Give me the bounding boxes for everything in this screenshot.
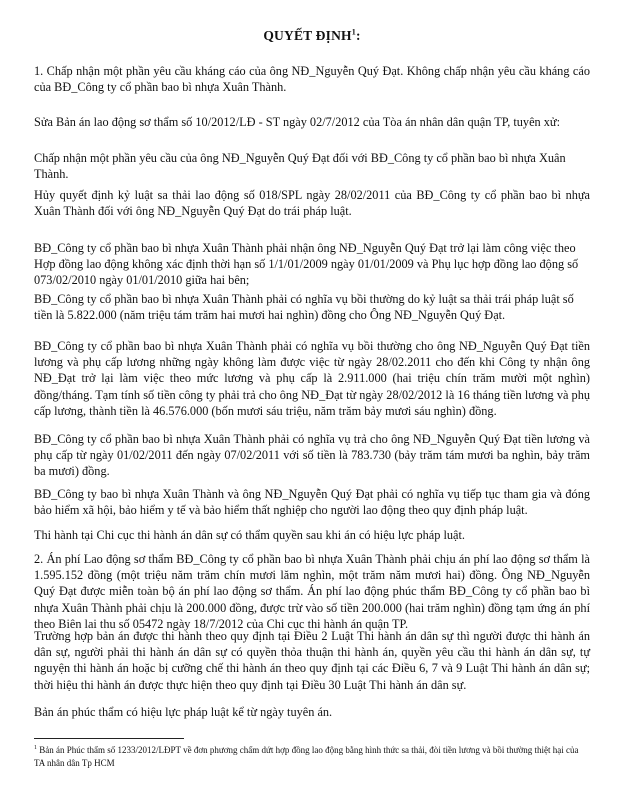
paragraph-effective: Bản án phúc thẩm có hiệu lực pháp luật kể từ ngày tuyên án. [34, 705, 333, 719]
paragraph-reinstatement: BĐ_Công ty cổ phần bao bì nhựa Xuân Thành phải nhận ông NĐ_Nguyễn Quý Đạt trở lại làm công việc theo Hợp đồng lao động không xác định thời hạn số 1/1/01/2009 ngày 01/01/2009 và Phụ lục hợp đồng lao động số 073/02/2010 ngày 01/01/2010 giữa hai bên; [34, 241, 579, 288]
paragraph-back-wages: BĐ_Công ty cổ phần bao bì nhựa Xuân Thành phải có nghĩa vụ bồi thường cho ông NĐ_Nguyễn Quý Đạt tiền lương và phụ cấp lương những ngày không làm được việc từ ngày 28/02.2011 cho đến khi Công ty nhận ông NĐ_Đạt trở lại làm việc theo mức lương và phụ cấp là 2.911.000 (hai triệu chín trăm mười một nghìn) đồng/tháng. Tạm tính số tiền công ty phải trả cho ông NĐ_Đạt từ ngày 28/02/2012 là 16 tháng tiền lương và phụ cấp lương, thành tiền là 46.576.000 (bốn mươi sáu triệu, năm trăm bảy mươi sáu nghìn) đồng. [34, 339, 590, 418]
footnote-number: 1 [34, 745, 37, 751]
paragraph-enforcement-law: Trường hợp bản án được thi hành theo quy định tại Điều 2 Luật Thi hành án dân sự thì người được thi hành án dân sự, người phải thi hành án dân sự có quyền thỏa thuận thi hành án, quyền yêu cầu thi hành án dân sự, tự nguyện thi hành án hoặc bị cưỡng chế thi hành án theo quy định tại các Điều 6, 7 và 9 Luật Thi hành án dân sự; thời hiệu thi hành án được thực hiện theo quy định tại Điều 30 Luật Thi hành án dân sự. [34, 629, 590, 692]
decision-heading [0, 28, 624, 44]
paragraph-compensation: BĐ_Công ty cổ phần bao bì nhựa Xuân Thành phải có nghĩa vụ bồi thường do kỷ luật sa thải trái pháp luật số tiền là 5.822.000 (năm triệu tám trăm hai mươi hai nghìn) đồng cho Ông NĐ_Nguyễn Quý Đạt. [34, 292, 574, 323]
paragraph-amend-judgment: Sửa Bản án lao động sơ thẩm số 10/2012/LĐ - ST ngày 02/7/2012 của Tòa án nhân dân quận TP, tuyên xử: [34, 115, 560, 129]
footnote-divider [34, 738, 184, 739]
paragraph-appeal-ruling: 1. Chấp nhận một phần yêu cầu kháng cáo của ông NĐ_Nguyễn Quý Đạt. Không chấp nhận yêu cầu kháng cáo của BĐ_Công ty cổ phần bao bì nhựa Xuân Thành. [34, 64, 590, 95]
paragraph-wage-period: BĐ_Công ty cổ phần bao bì nhựa Xuân Thành phải có nghĩa vụ trả cho ông NĐ_Nguyễn Quý Đạt tiền lương và phụ cấp từ ngày 01/02/2011 đến ngày 07/02/2011 với số tiền là 783.730 (bảy trăm tám mươi ba nghìn, bảy trăm ba mươi) đồng. [34, 432, 590, 479]
paragraph-cancel-dismissal: Hủy quyết định kỷ luật sa thải lao động số 018/SPL ngày 28/02/2011 của BĐ_Công ty cổ phần bao bì nhựa Xuân Thành đối với ông NĐ_Nguyễn Quý Đạt do trái pháp luật. [34, 188, 590, 219]
heading-colon: : [355, 28, 361, 43]
paragraph-insurance: BĐ_Công ty bao bì nhựa Xuân Thành và ông NĐ_Nguyễn Quý Đạt phải có nghĩa vụ tiếp tục tham gia và đóng bảo hiểm xã hội, bảo hiểm y tế và bảo hiểm thất nghiệp cho người lao động theo quy định pháp luật. [34, 487, 590, 518]
footnote-reference: 1 [351, 27, 356, 37]
paragraph-accept-claim: Chấp nhận một phần yêu cầu của ông NĐ_Nguyễn Quý Đạt đối với BĐ_Công ty cổ phần bao bì nhựa Xuân Thành. [34, 151, 566, 182]
paragraph-enforcement: Thi hành tại Chi cục thi hành án dân sự có thẩm quyền sau khi án có hiệu lực pháp luật. [34, 528, 465, 542]
paragraph-court-fees: 2. Án phí Lao động sơ thẩm BĐ_Công ty cổ phần bao bì nhựa Xuân Thành phải chịu án phí lao động sơ thẩm là 1.595.152 đồng (một triệu năm trăm chín mươi lăm nghìn, một trăm năm mươi hai) đồng. Ông NĐ_Nguyễn Quý Đạt được miễn toàn bộ án phí lao động sơ thẩm. Án phí lao động phúc thẩm BĐ_Công ty cổ phần bao bì nhựa Xuân Thành phải chịu là 200.000 đồng, được trừ vào số tiền 200.000 (hai trăm nghìn) đồng tạm ứng án phí theo Biên lai thu số 05472 ngày 18/7/2012 của Chi cục thi hành án quận TP. [34, 552, 590, 631]
footnote [34, 744, 590, 769]
heading-text: QUYẾT ĐỊNH [263, 28, 352, 43]
footnote-text: Bản án Phúc thẩm số 1233/2012/LĐPT về đơn phương chấm dứt hợp đồng lao động bằng hình thức sa thải, đòi tiền lương và bồi thường thiệt hại của TA nhân dân Tp HCM [34, 745, 579, 768]
